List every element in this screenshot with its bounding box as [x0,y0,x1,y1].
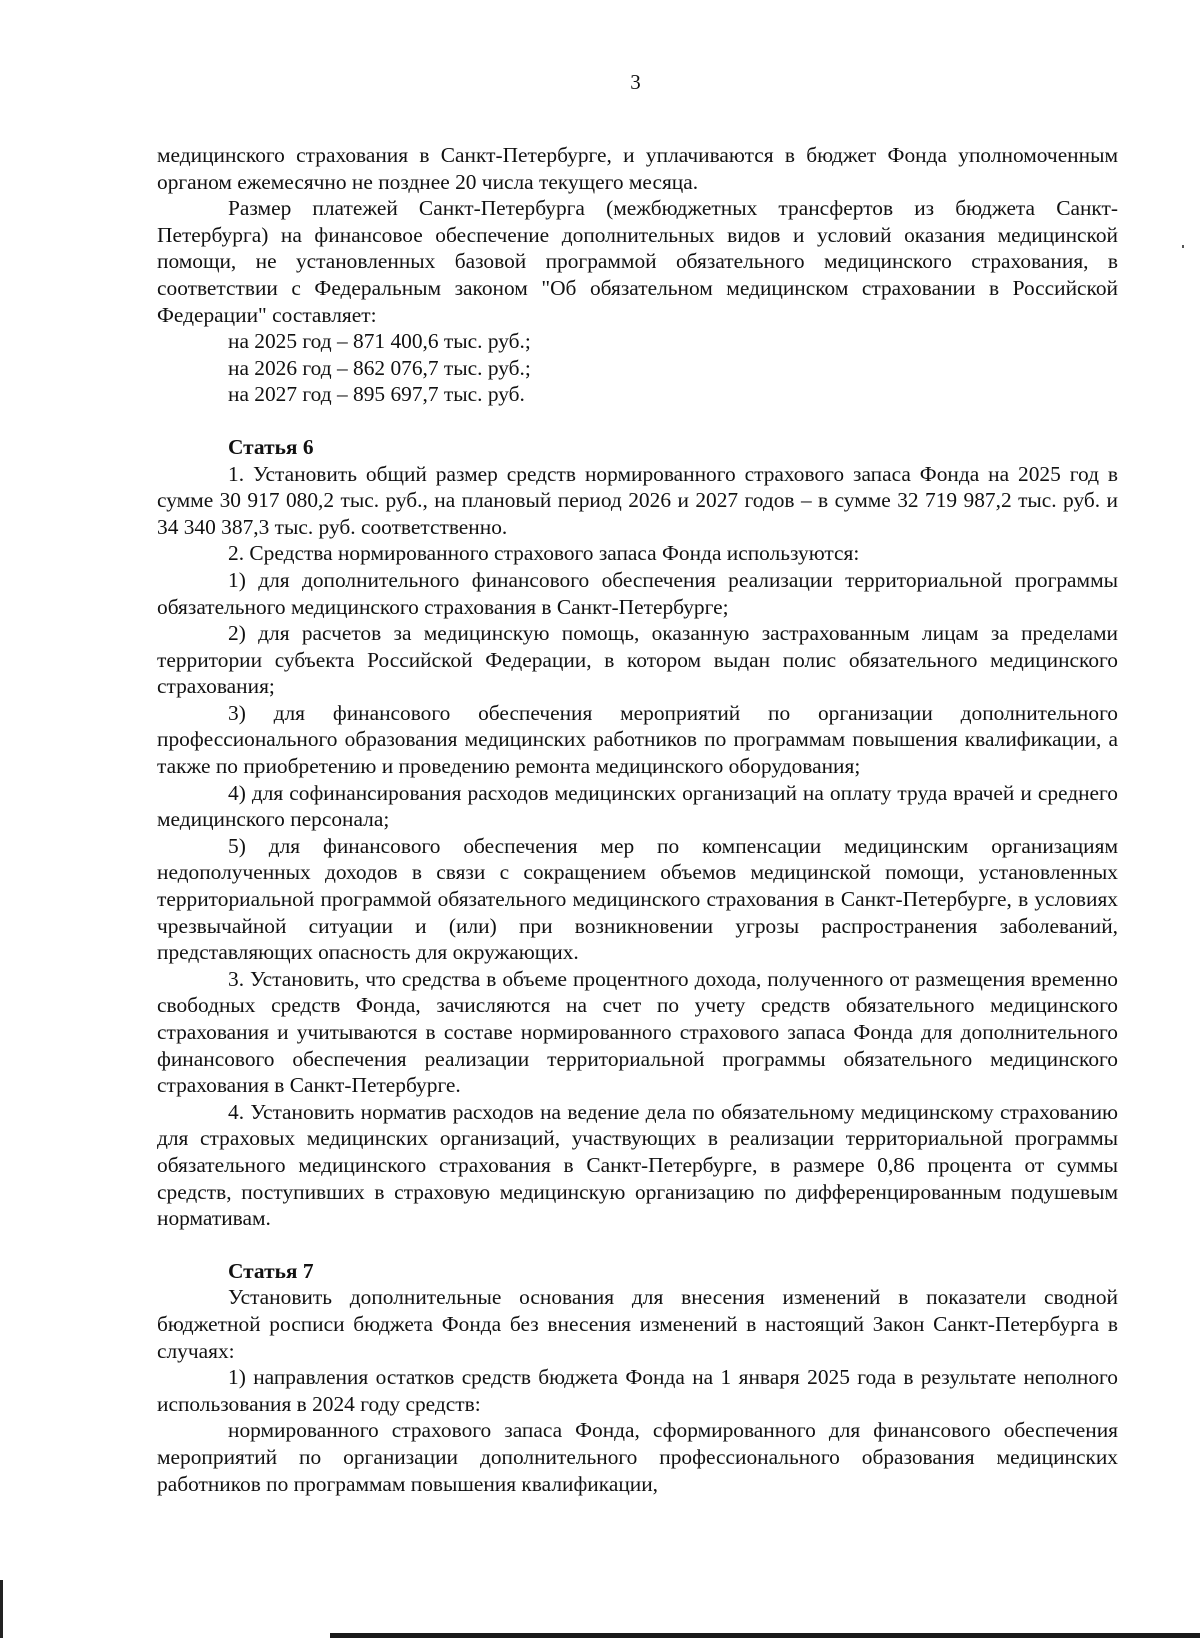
year-amount-2027: на 2027 год – 895 697,7 тыс. руб. [228,382,525,407]
article-6-subitem-5: 5) для финансового обеспечения мер по компенсации медицинским организациям недополученных доходов в связи с сокращением объемов медицинской помощи, установленных территориальной программой обязательного медицинского страхования в Санкт-Петербурге, в условиях чрезвычайной ситуации и (или) при возникновении угрозы распространения заболеваний, представляющих опасность для окружающих. [157,833,1118,965]
article-7-item-1-continuation: нормированного страхового запаса Фонда, сформированного для финансового обеспечения мероприятий по организации дополнительного профессионального образования медицинских работников по программам повышения квалификации, [157,1418,1118,1496]
article-6-subitem-4: 4) для софинансирования расходов медицинских организаций на оплату труда врачей и среднего медицинского персонала; [157,780,1118,832]
year-amount-2026: на 2026 год – 862 076,7 тыс. руб.; [228,355,531,380]
year-amount-2025: на 2025 год – 871 400,6 тыс. руб.; [228,329,531,354]
paragraph-payments: Размер платежей Санкт-Петербурга (межбюджетных трансфертов из бюджета Санкт-Петербурга) на финансовое обеспечение дополнительных видов и условий оказания медицинской помощи, не установленных базовой программой обязательного медицинского страхования, в соответствии с Федеральным законом "Об обязательном медицинском страховании в Российской Федерации" составляет: [157,196,1118,327]
article-6-subitem-3: 3) для финансового обеспечения мероприятий по организации дополнительного профессионального образования медицинских работников по программам повышения квалификации, а также по приобретению и проведению ремонта медицинского оборудования; [157,700,1118,779]
article-6-item-4: 4. Установить норматив расходов на ведение дела по обязательному медицинскому страхованию для страховых медицинских организаций, участвующих в реализации территориальной программы обязательного медицинского страхования в Санкт-Петербурге, в размере 0,86 процента от суммы средств, поступивших в страховую медицинскую организацию по дифференцированным подушевым нормативам. [157,1099,1118,1231]
article-6-subitem-2: 2) для расчетов за медицинскую помощь, оказанную застрахованным лицам за пределами территории субъекта Российской Федерации, в котором выдан полис обязательного медицинского страхования; [157,621,1118,699]
article-7-heading: Статья 7 [228,1258,314,1283]
page-number: 3 [630,70,641,94]
article-6-heading: Статья 6 [228,434,314,459]
scan-edge-bottom [330,1633,1200,1638]
article-6-item-1: 1. Установить общий размер средств нормированного страхового запаса Фонда на 2025 год в сумме 30 917 080,2 тыс. руб., на плановый период 2026 и 2027 годов – в сумме 32 719 987,2 тыс. руб. и 34 340 387,3 тыс. руб. соответственно. [157,461,1118,539]
paragraph-continuation: медицинского страхования в Санкт-Петербурге, и уплачиваются в бюджет Фонда уполномоченным органом ежемесячно не позднее 20 числа текущего месяца. [157,143,1118,194]
article-6-item-3: 3. Установить, что средства в объеме процентного дохода, полученного от размещения временно свободных средств Фонда, зачисляются на счет по учету средств обязательного медицинского страхования и учитываются в составе нормированного страхового запаса Фонда для дополнительного финансового обеспечения реализации территориальной программы обязательного медицинского страхования в Санкт-Петербурге. [157,966,1118,1098]
scan-edge-left [0,1580,3,1638]
article-6-item-2: 2. Средства нормированного страхового запаса Фонда используются: [228,541,860,566]
article-7-item-1: 1) направления остатков средств бюджета Фонда на 1 января 2025 года в результате неполного использования в 2024 году средств: [157,1365,1118,1416]
scan-artifact-dot [1182,245,1184,248]
article-7-intro: Установить дополнительные основания для внесения изменений в показатели сводной бюджетной росписи бюджета Фонда без внесения изменений в настоящий Закон Санкт-Петербурга в случаях: [157,1285,1118,1363]
document-body [157,142,1118,1497]
article-6-subitem-1: 1) для дополнительного финансового обеспечения реализации территориальной программы обязательного медицинского страхования в Санкт-Петербурге; [157,567,1118,619]
